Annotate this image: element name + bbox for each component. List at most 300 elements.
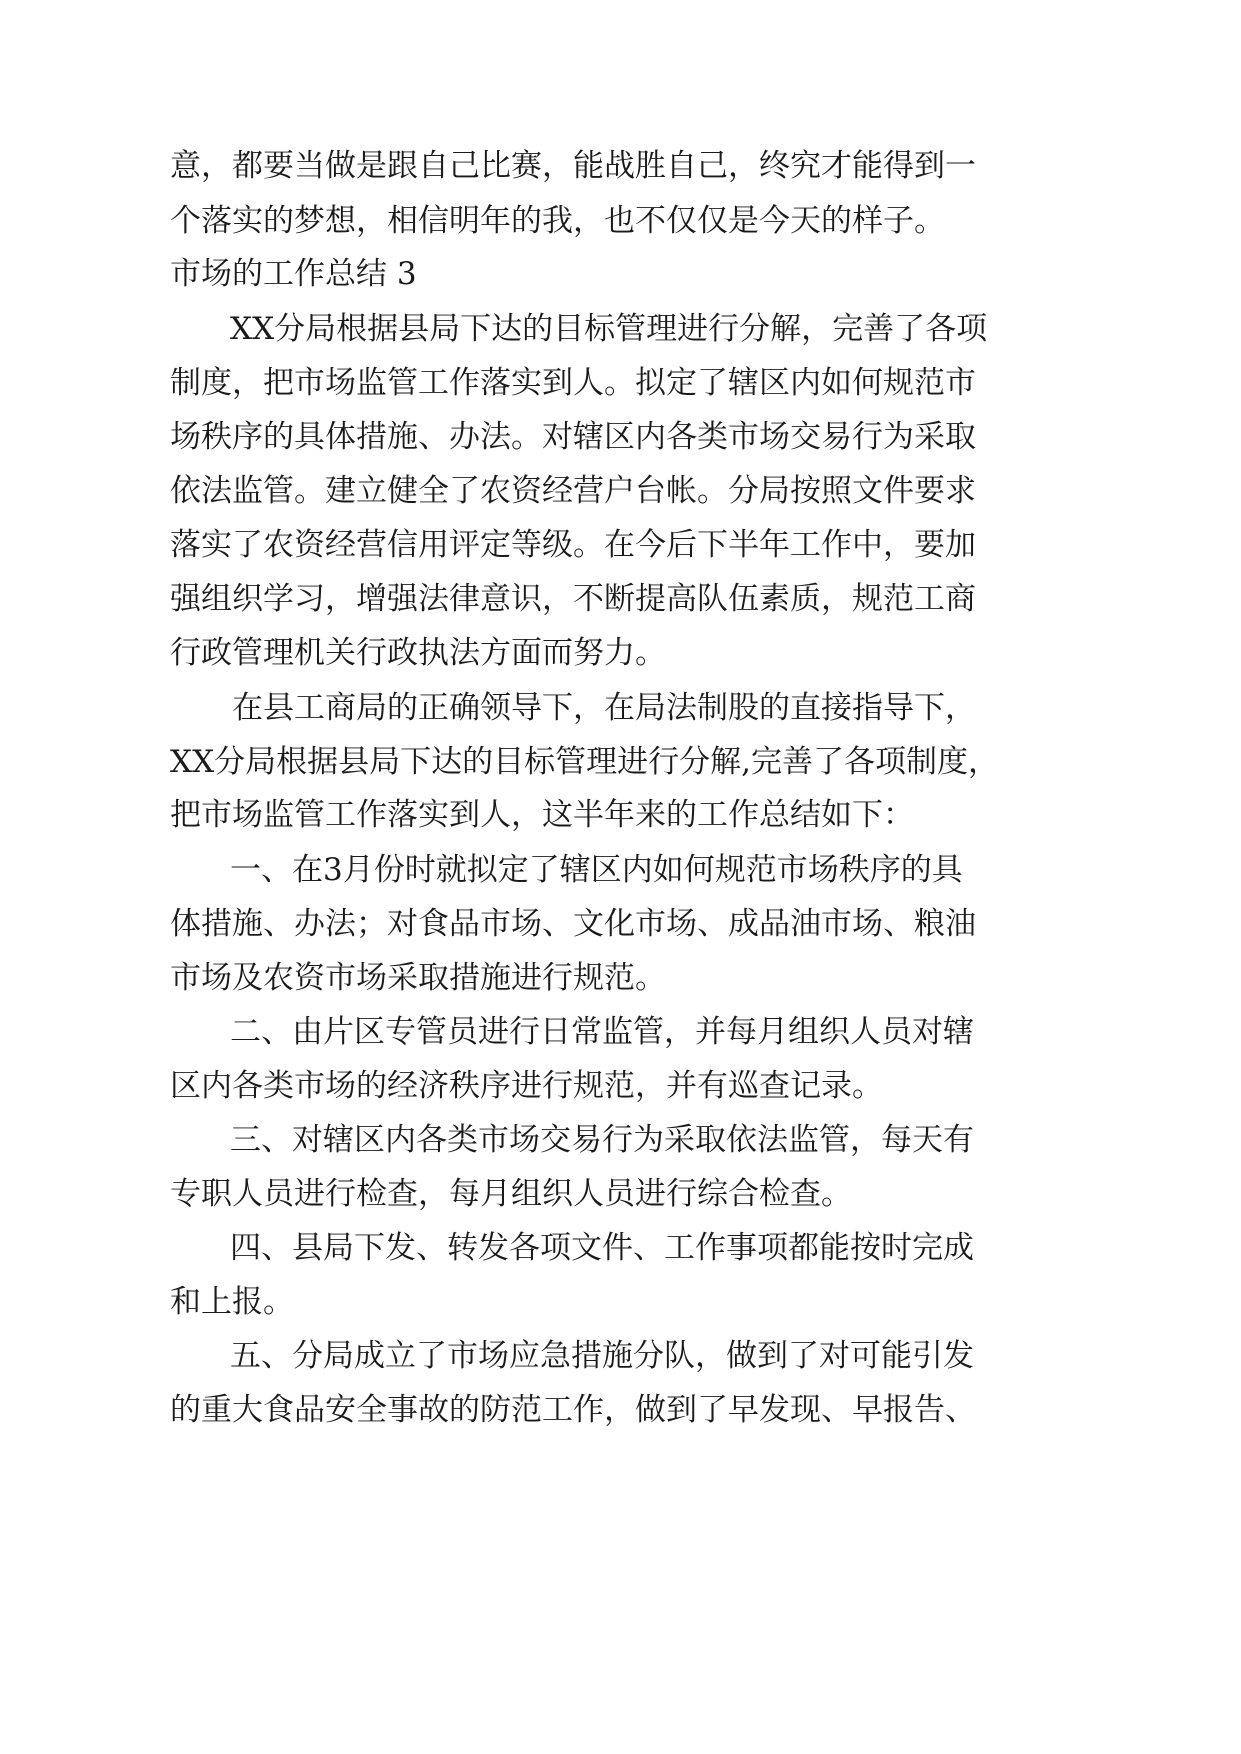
glyph: 商 [325,690,356,726]
glyph: 能 [881,1338,912,1374]
glyph: 定 [666,365,697,401]
glyph: 才 [821,148,852,184]
glyph: 直 [790,690,821,726]
glyph: 下 [697,527,728,563]
glyph: 落 [480,365,511,401]
glyph: 局 [245,744,277,780]
glyph: 文 [573,906,604,942]
glyph: 习 [294,581,325,617]
glyph: 秩 [838,852,870,888]
glyph: 的 [387,690,418,726]
glyph: 。 [697,473,728,509]
glyph: 日 [540,1014,571,1050]
glyph: 拟 [635,365,666,401]
glyph: 行 [648,744,680,780]
glyph: 监 [602,1014,633,1050]
glyph: 取 [945,419,976,455]
glyph: 时 [881,1230,912,1266]
glyph: 定 [480,527,511,563]
glyph: 具 [931,852,963,888]
glyph: 户 [604,473,635,509]
glyph: 员 [881,1014,912,1050]
glyph: 就 [435,852,467,888]
glyph: 五 [230,1338,261,1374]
glyph: 断 [604,581,635,617]
glyph: 发 [478,1230,509,1266]
glyph: 分 [292,1338,323,1374]
glyph: 的 [449,1392,480,1428]
glyph: 场 [852,906,883,942]
glyph: ， [604,1392,635,1428]
text-line-8 [0,525,976,565]
glyph: 办 [449,419,480,455]
text-line-15 [0,904,976,944]
glyph: 何 [683,852,715,888]
text-line-18: 区内各类市场的经济秩序进行规范，并有巡查记录。 [170,1068,883,1104]
glyph: 管 [633,1014,664,1050]
glyph: 辖 [573,419,604,455]
glyph: 措 [356,419,387,455]
glyph: 己 [449,148,480,184]
glyph: 作 [821,527,852,563]
glyph: 场 [759,419,790,455]
glyph: 化 [604,906,635,942]
glyph: 专 [385,1014,416,1050]
glyph: 学 [263,581,294,617]
glyph: 具 [294,419,325,455]
text-line-1 [0,146,976,186]
glyph: 能 [819,1230,850,1266]
glyph: ， [573,690,604,726]
glyph: 引 [912,1338,943,1374]
glyph: 定 [497,852,529,888]
text-line-14 [0,850,963,890]
glyph: 的 [170,1392,201,1428]
glyph: 辖 [943,1014,974,1050]
glyph: 措 [571,1338,602,1374]
glyph: 区 [354,1122,385,1158]
glyph: 拟 [466,852,498,888]
glyph: 后 [666,527,697,563]
glyph: ； [356,906,387,942]
glyph: 范 [745,852,777,888]
glyph: 规 [714,852,746,888]
glyph: 善 [863,311,895,347]
glyph: 规 [883,365,914,401]
glyph: 员 [447,1014,478,1050]
glyph: 加 [945,527,976,563]
glyph: 到 [542,365,573,401]
glyph: X [230,311,253,347]
glyph: 发 [943,1338,974,1374]
glyph: 市 [776,852,808,888]
glyph: 局 [429,311,461,347]
glyph: ， [695,1338,726,1374]
glyph: 区 [759,365,790,401]
glyph: 四 [230,1230,261,1266]
glyph: 规 [852,581,883,617]
glyph: 市 [635,906,666,942]
glyph: 区 [590,852,622,888]
glyph: 都 [788,1230,819,1266]
glyph: 跟 [387,148,418,184]
glyph: 场 [509,1122,540,1158]
glyph: 县 [263,690,294,726]
glyph: 立 [356,473,387,509]
glyph: 。 [604,365,635,401]
glyph: 照 [821,473,852,509]
glyph: 今 [635,527,666,563]
glyph: 根 [336,311,368,347]
glyph: 、 [261,1338,292,1374]
glyph: 进 [478,1014,509,1050]
glyph: 对 [912,1014,943,1050]
glyph: 接 [821,690,852,726]
glyph: 强 [170,581,201,617]
glyph: 了 [449,473,480,509]
glyph: 队 [664,1338,695,1374]
glyph: 成 [943,1230,974,1266]
glyph: 件 [883,473,914,509]
glyph: 在 [604,690,635,726]
glyph: 内 [635,419,666,455]
glyph: 素 [759,581,790,617]
glyph: 各 [925,311,957,347]
glyph: 年 [759,527,790,563]
glyph: 行 [708,311,740,347]
glyph: 队 [697,581,728,617]
glyph: 分 [728,473,759,509]
glyph: 度 [937,744,969,780]
glyph: 下 [542,690,573,726]
glyph: 营 [356,527,387,563]
glyph: 能 [852,148,883,184]
glyph: 采 [664,1122,695,1158]
glyph: 立 [385,1338,416,1374]
glyph: 序 [869,852,901,888]
glyph: ， [542,148,573,184]
glyph: 监 [356,365,387,401]
glyph: 为 [633,1122,664,1158]
glyph: 各 [844,744,876,780]
glyph: 分 [739,311,771,347]
glyph: 施 [232,906,263,942]
glyph: 现 [790,1392,821,1428]
glyph: 的 [522,311,554,347]
glyph: 交 [790,419,821,455]
glyph: 每 [881,1122,912,1158]
glyph: 组 [788,1014,819,1050]
glyph: 战 [604,148,635,184]
glyph: 秩 [201,419,232,455]
glyph: 据 [367,311,399,347]
glyph: 对 [819,1338,850,1374]
glyph: 完 [912,1230,943,1266]
glyph: 理 [586,744,618,780]
glyph: 易 [821,419,852,455]
glyph: 体 [325,419,356,455]
glyph: 月 [342,852,374,888]
glyph: 发 [759,1392,790,1428]
text-line-23 [0,1336,974,1376]
text-line-5 [0,363,976,403]
glyph: ， [201,148,232,184]
glyph: 管 [819,1122,850,1158]
glyph: 都 [232,148,263,184]
glyph: 范 [511,1392,542,1428]
glyph: 导 [511,690,542,726]
glyph: 事 [387,1392,418,1428]
glyph: 场 [666,906,697,942]
glyph: 不 [573,581,604,617]
glyph: 全 [418,473,449,509]
glyph: 场 [170,419,201,455]
glyph: 分 [274,311,306,347]
glyph: 辖 [728,365,759,401]
glyph: 告 [914,1392,945,1428]
glyph: 质 [790,581,821,617]
glyph: 己 [697,148,728,184]
glyph: 胜 [635,148,666,184]
glyph: 实 [511,365,542,401]
glyph: 项 [875,744,907,780]
glyph: 文 [852,473,883,509]
glyph: 意 [170,148,201,184]
glyph: 局 [323,1230,354,1266]
glyph: 解 [770,311,802,347]
glyph: 、 [945,1392,976,1428]
glyph: 局 [323,1338,354,1374]
glyph: 实 [201,527,232,563]
glyph: 早 [852,1392,883,1428]
text-line-10: 行政管理机关行政执法方面而努力。 [170,635,666,671]
glyph: 、 [542,906,573,942]
glyph: 行 [852,419,883,455]
glyph: 工 [790,527,821,563]
glyph: 了 [788,1338,819,1374]
glyph: 全 [356,1392,387,1428]
glyph: 做 [325,148,356,184]
glyph: 如 [652,852,684,888]
glyph: 理 [646,311,678,347]
glyph: 采 [914,419,945,455]
glyph: 资 [511,473,542,509]
glyph: 把 [263,365,294,401]
glyph: 市 [447,1338,478,1374]
glyph: 法 [757,1122,788,1158]
glyph: 终 [759,148,790,184]
glyph: 要 [914,527,945,563]
glyph: 制 [697,690,728,726]
glyph: 到 [666,1392,697,1428]
glyph: 按 [790,473,821,509]
glyph: 到 [914,148,945,184]
glyph: 导 [883,690,914,726]
glyph: 故 [418,1392,449,1428]
glyph: 提 [635,581,666,617]
glyph: 粮 [914,906,945,942]
glyph: 大 [232,1392,263,1428]
glyph: 下 [354,1230,385,1266]
glyph: 作 [573,1392,604,1428]
text-line-12 [0,742,1000,782]
glyph: ， [232,365,263,401]
glyph: 为 [883,419,914,455]
glyph: 评 [449,527,480,563]
glyph: 范 [914,365,945,401]
glyph: 件 [602,1230,633,1266]
glyph: 法 [418,581,449,617]
glyph: 工 [542,1392,573,1428]
glyph: 了 [416,1338,447,1374]
glyph: 县 [398,311,430,347]
glyph: 措 [201,906,232,942]
glyph: 度 [201,365,232,401]
glyph: 场 [325,365,356,401]
glyph: 管 [387,365,418,401]
glyph: 的 [759,690,790,726]
glyph: 发 [385,1230,416,1266]
glyph: 市 [294,365,325,401]
glyph: 得 [883,148,914,184]
glyph: ， [883,527,914,563]
glyph: 交 [540,1122,571,1158]
glyph: 转 [447,1230,478,1266]
glyph: 在 [604,527,635,563]
glyph: 急 [540,1338,571,1374]
glyph: 应 [509,1338,540,1374]
glyph: 织 [232,581,263,617]
glyph: 管 [263,473,294,509]
glyph: 进 [617,744,649,780]
glyph: 、 [261,1122,292,1158]
glyph: 月 [757,1014,788,1050]
glyph: ， [801,311,833,347]
glyph: 经 [325,527,356,563]
glyph: 一 [230,852,261,888]
glyph: 片 [323,1014,354,1050]
glyph: 场 [807,852,839,888]
text-line-19 [0,1120,974,1160]
glyph: 工 [914,581,945,617]
text-line-22: 和上报。 [170,1284,294,1320]
glyph: 办 [294,906,325,942]
glyph: 落 [170,527,201,563]
glyph: 对 [292,1122,323,1158]
glyph: 食 [418,906,449,942]
glyph: 对 [542,419,573,455]
glyph: 了 [813,744,845,780]
glyph: 领 [480,690,511,726]
glyph: 农 [263,527,294,563]
glyph: 制 [906,744,938,780]
glyph: 法 [666,690,697,726]
glyph: 下 [400,744,432,780]
glyph: 。 [573,527,604,563]
glyph: 识 [511,581,542,617]
glyph: 项 [540,1230,571,1266]
glyph: 文 [571,1230,602,1266]
glyph: 的 [900,852,932,888]
glyph: 求 [945,473,976,509]
glyph: 一 [945,148,976,184]
text-line-21 [0,1228,974,1268]
glyph: 信 [387,527,418,563]
glyph: 序 [232,419,263,455]
glyph: 人 [573,365,604,401]
glyph: 级 [542,527,573,563]
glyph: 体 [170,906,201,942]
glyph: 据 [307,744,339,780]
glyph: 。 [511,419,542,455]
glyph: 自 [666,148,697,184]
glyph: 究 [790,148,821,184]
glyph: 取 [695,1122,726,1158]
glyph: 监 [788,1122,819,1158]
glyph: 各 [416,1122,447,1158]
glyph: ， [664,1014,695,1050]
glyph: 了 [232,527,263,563]
glyph: 食 [263,1392,294,1428]
glyph: 人 [850,1014,881,1050]
glyph: 常 [571,1014,602,1050]
glyph: 、 [261,1230,292,1266]
glyph: ， [850,1122,881,1158]
glyph: , [741,744,752,780]
glyph: 品 [294,1392,325,1428]
glyph: 区 [354,1014,385,1050]
glyph: 分 [214,744,246,780]
glyph: 场 [511,906,542,942]
glyph: 作 [449,365,480,401]
glyph: 工 [294,690,325,726]
glyph: 内 [385,1122,416,1158]
glyph: 半 [728,527,759,563]
glyph: 项 [956,311,988,347]
glyph: 达 [431,744,463,780]
glyph: 局 [635,690,666,726]
glyph: 到 [757,1338,788,1374]
glyph: 完 [832,311,864,347]
glyph: 了 [528,852,560,888]
glyph: 市 [480,906,511,942]
glyph: 辖 [323,1122,354,1158]
text-line-2: 个落实的梦想，相信明年的我，也不仅仅是今天的样子。 [170,203,945,239]
glyph: 制 [170,365,201,401]
text-line-11 [0,688,976,728]
glyph: 台 [635,473,666,509]
glyph: 达 [491,311,523,347]
glyph: 油 [790,906,821,942]
glyph: 了 [697,1392,728,1428]
glyph: 按 [850,1230,881,1266]
glyph: 市 [728,419,759,455]
glyph: 对 [387,906,418,942]
glyph: 健 [387,473,418,509]
text-line-7 [0,471,976,511]
glyph: 依 [170,473,201,509]
glyph: 易 [571,1122,602,1158]
glyph: 场 [478,1338,509,1374]
glyph: ， [728,148,759,184]
glyph: 何 [852,365,883,401]
glyph: 指 [852,690,883,726]
glyph: 品 [449,906,480,942]
glyph: 局 [759,473,790,509]
glyph: 、 [821,1392,852,1428]
glyph: 正 [418,690,449,726]
glyph: 报 [883,1392,914,1428]
